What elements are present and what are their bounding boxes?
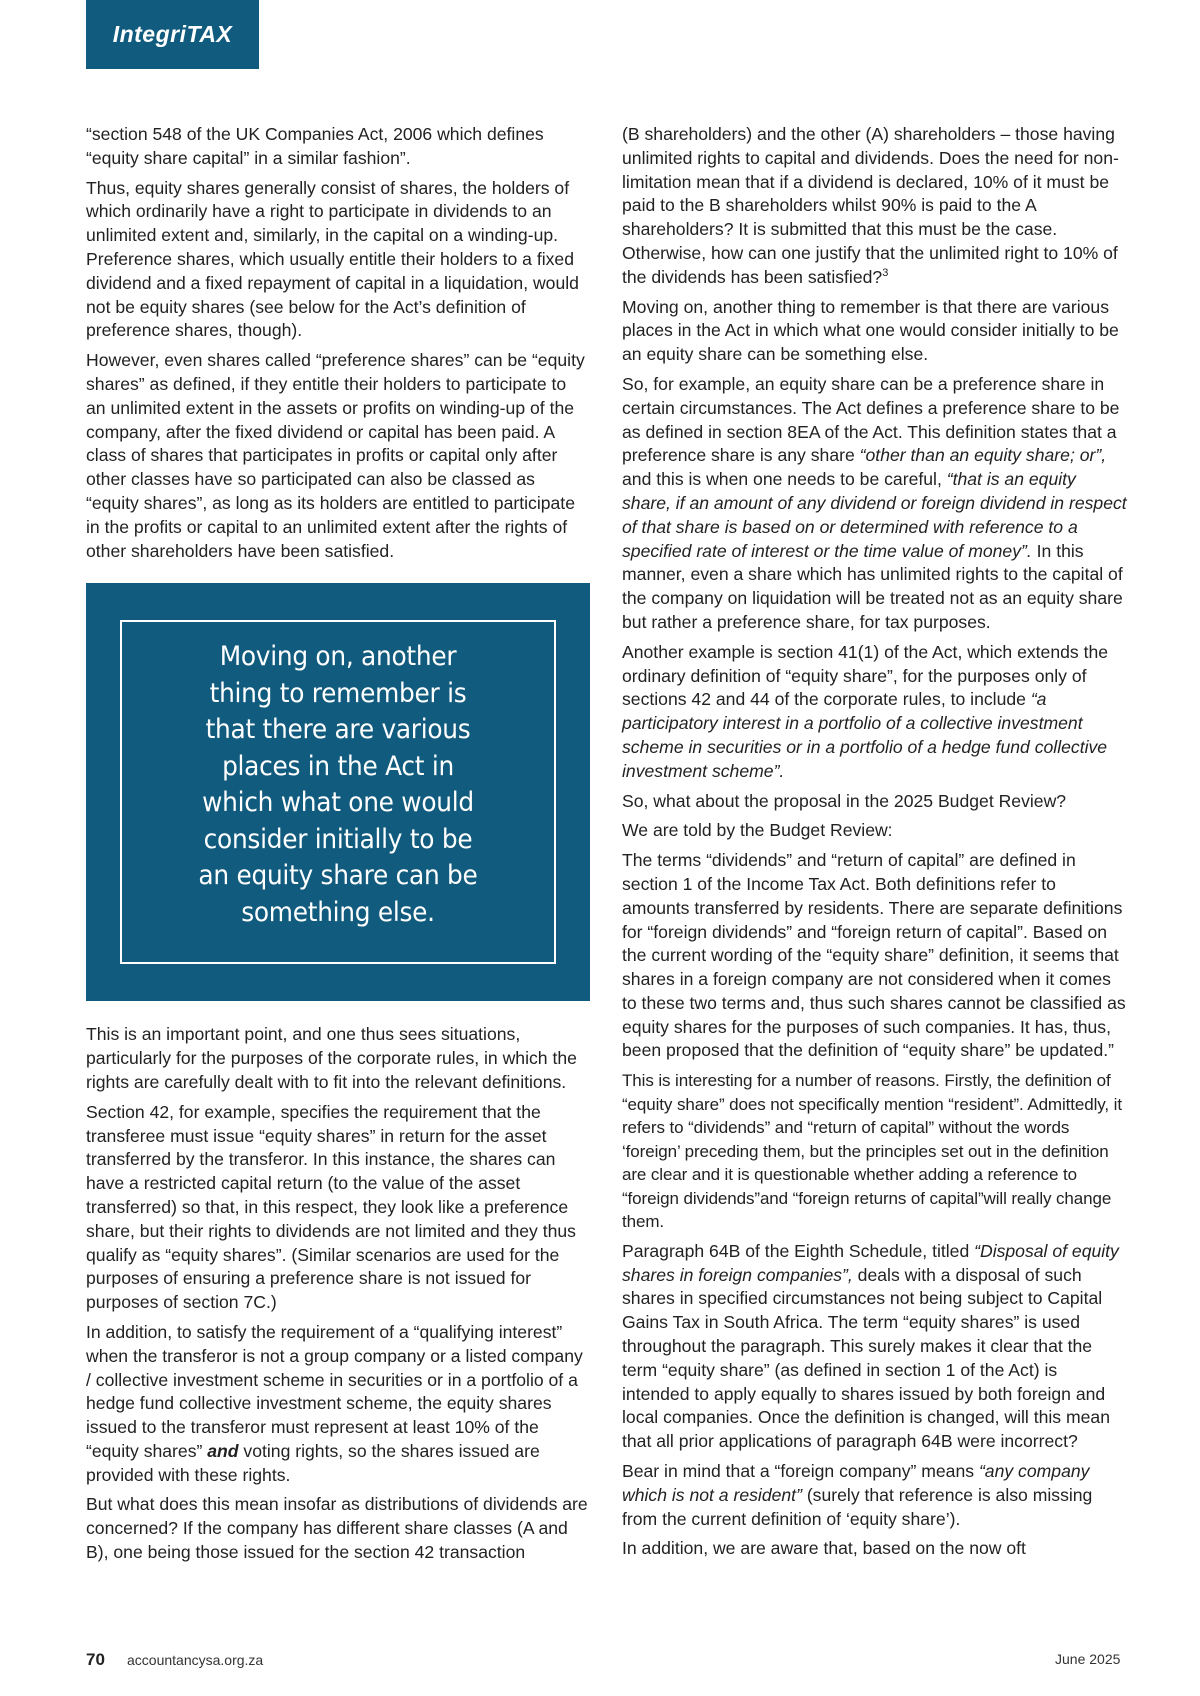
right-column (622, 123, 1127, 1567)
pull-quote-frame (120, 620, 556, 964)
page-number: 70 (86, 1650, 105, 1669)
paragraph: So, what about the proposal in the 2025 Budget Review? (622, 790, 1067, 811)
paragraph: We are told by the Budget Review: (622, 820, 893, 841)
paragraph: Moving on, another thing to remember is that there are various places in the Act in which what one would consider initially to be an equity share can be something else. (622, 296, 1119, 365)
paragraph: But what does this mean insofar as distributions of dividends are concerned? If the company has different share classes (A and B), one being those issued for the section 42 transaction (86, 1494, 588, 1563)
paragraph: The terms “dividends” and “return of capital” are defined in section 1 of the Income Tax Act. Both definitions refer to amounts transferred by residents. There are separate definitions for “foreign dividends” and “foreign return of capital”. Based on the current wording of the “equity share” definition, it seems that shares in a foreign company are not considered when it comes to these two terms and, thus such shares cannot be classified as equity shares for the purposes of such companies. It has, thus, been proposed that the definition of “equity share” be updated.” (622, 850, 1126, 1061)
paragraph: Section 42, for example, specifies the requirement that the transferee must issue “equity shares” in return for the asset transferred by the transferor. In this instance, the shares can have a restricted capital return (to the value of the asset transferred) so that, in this respect, they look like a preference share, but their rights to dividends are not limited and they thus qualify as “equity shares”. (Similar scenarios are used for the purposes of ensuring a preference share is not issued for purposes of section 7C.) (86, 1101, 576, 1313)
text-run: (B shareholders) and the other (A) shareholders – those having unlimited rights to capital and dividends. Does the need for non-limitation mean that if a dividend is declared, 10% of it must be paid to the B shareholders whilst 90% is paid to the A shareholders? It is submitted that this must be the case. Otherwise, how can one justify that the unlimited right to 10% of the dividends has been satisfied? (622, 124, 1119, 287)
quote-italic: “that is an equity share, if an amount of any dividend or foreign dividend in respect of that share is based on or determined with reference to a specified rate of interest or the time value of money”. (622, 469, 1127, 561)
paragraph (86, 1321, 590, 1488)
footer-website: accountancysa.org.za (127, 1652, 264, 1668)
paragraph (622, 373, 1127, 635)
text-run: and this is when one needs to be careful, (622, 469, 947, 490)
text-run: voting rights, so the shares issued are provided with these rights. (86, 1440, 540, 1485)
paragraph (622, 1240, 1127, 1454)
quote-italic: “Disposal of equity shares in foreign companies”, (622, 1240, 1119, 1285)
left-column (86, 123, 590, 1571)
text-run: Bear in mind that a “foreign company” means (622, 1460, 979, 1481)
paragraph: In addition, we are aware that, based on the now oft (622, 1538, 1026, 1559)
text-run: Paragraph 64B of the Eighth Schedule, titled (622, 1240, 975, 1261)
text-run: deals with a disposal of such shares in specified circumstances not being subject to Capital Gains Tax in South Africa. The term “equity shares” is used throughout the paragraph. This surely makes it clear that the term “equity share” (as defined in section 1 of the Act) is intended to apply equally to shares issued by both foreign and local companies. Once the definition is changed, will this mean that all prior applications of paragraph 64B were incorrect? (622, 1264, 1111, 1452)
quote-italic: “any company which is not a resident” (622, 1460, 1090, 1505)
emphasis: and (207, 1440, 239, 1461)
paragraph: However, even shares called “preference shares” can be “equity shares” as defined, if they entitle their holders to participate to an unlimited extent in the assets or profits on winding-up of the company, after the fixed dividend or capital has been paid. A class of shares that participates in profits or capital only after other classes have so participated can also be classed as “equity shares”, as long as its holders are entitled to participate in the profits or capital to an unlimited extent after the rights of other shareholders have been satisfied. (86, 350, 585, 561)
paragraph (622, 1460, 1127, 1531)
text-run: (surely that reference is also missing from the current definition of ‘equity share’). (622, 1484, 1093, 1529)
brand-tab (86, 0, 259, 69)
text-run: Another example is section 41(1) of the Act, which extends the ordinary definition of “equity share”, for the purposes only of sections 42 and 44 of the corporate rules, to include (622, 641, 1109, 710)
paragraph: “section 548 of the UK Companies Act, 2006 which defines “equity share capital” in a similar fashion”. (86, 124, 544, 168)
paragraph: Thus, equity shares generally consist of shares, the holders of which ordinarily have a right to participate in dividends to an unlimited extent and, similarly, in the capital on a winding-up. Preference shares, which usually entitle their holders to a fixed dividend and a fixed repayment of capital in a liquidation, would not be equity shares (see below for the Act’s definition of preference shares, though). (86, 177, 579, 341)
text-run: In addition, to satisfy the requirement of a “qualifying interest” when the transferor is not a group company or a listed company / collective investment scheme in securities or in a portfolio of a hedge fund collective investment scheme, the equity shares issued to the transferor must represent at least 10% of the “equity shares” (86, 1321, 583, 1461)
quote-italic: “other than an equity share; or”, (859, 445, 1107, 466)
footer-date: June 2025 (1055, 1651, 1121, 1667)
quote-italic: “a participatory interest in a portfolio of a collective investment scheme in securities or in a portfolio of a hedge fund collective investment scheme”. (622, 689, 1108, 781)
paragraph (622, 641, 1127, 784)
text-run: In this manner, even a share which has unlimited rights to the capital of the company on liquidation will be treated not as an equity share but rather a preference share, for tax purposes. (622, 540, 1123, 632)
footnote-ref: 3 (882, 266, 889, 279)
paragraph: This is interesting for a number of reasons. Firstly, the definition of “equity share” does not specifically mention “resident”. Admittedly, it refers to “dividends” and “return of capital” without the words ‘foreign’ preceding them, but the principles set out in the definition are clear and it is questionable whether adding a reference to “foreign dividends”and “foreign returns of capital”will really change them. (622, 1071, 1122, 1232)
text-run: So, for example, an equity share can be a preference share in certain circumstances. The Act defines a preference share to be as defined in section 8EA of the Act. This definition states that a preference share is any share (622, 373, 1120, 466)
brand-logo-text: IntegriTAX (112, 21, 233, 47)
pull-quote-box (86, 583, 590, 1001)
paragraph (622, 123, 1127, 290)
pull-quote-text: Moving on, another thing to remember is that there are various places in the Act in which what one would consider initially to be an equity share can be something else. (198, 641, 478, 928)
paragraph: This is an important point, and one thus sees situations, particularly for the purposes of the corporate rules, in which the rights are carefully dealt with to fit into the relevant definitions. (86, 1024, 577, 1092)
